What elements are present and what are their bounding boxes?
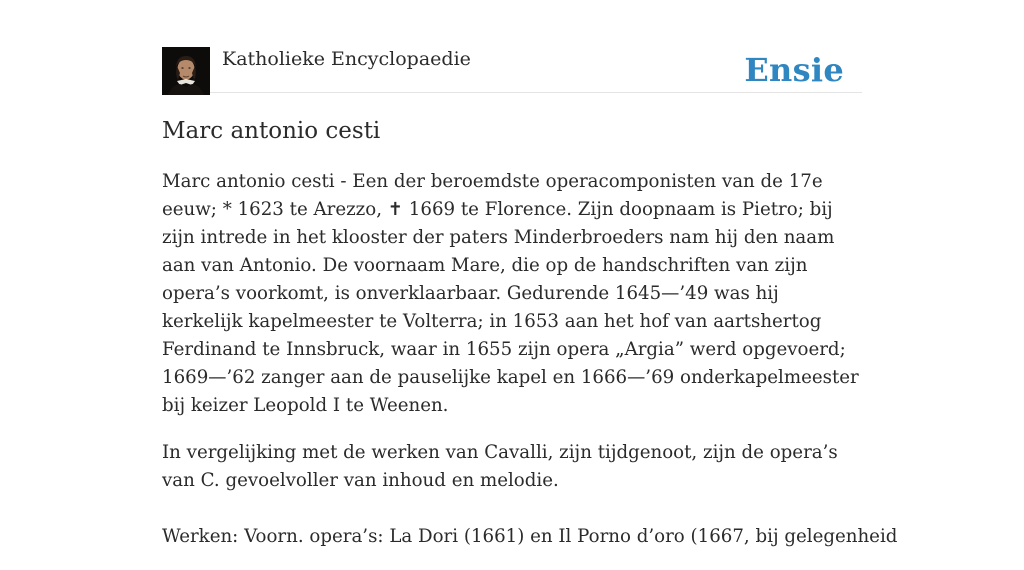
article-paragraph-works: Werken: Voorn. opera’s: La Dori (1661) en Il Porno d’oro (1667, bij gelegenheid (162, 526, 898, 547)
article-paragraph: In vergelijking met de werken van Cavalli, zijn tijdgenoot, zijn de opera’s van C. gevoelvoller van inhoud en melodie. (162, 442, 838, 491)
portrait-avatar-icon[interactable] (162, 47, 210, 95)
brand-logo[interactable]: Ensie (744, 51, 844, 89)
portrait-image (162, 47, 210, 95)
source-name[interactable]: Katholieke Encyclopaedie (222, 48, 471, 70)
header (162, 44, 862, 93)
article-body (162, 168, 898, 570)
page-title: Marc antonio cesti (162, 118, 381, 144)
article-paragraph: Marc antonio cesti - Een der beroemdste operacomponisten van de 17e eeuw; * 1623 te Arezzo, ✝ 1669 te Florence. Zijn doopnaam is Pietro; bij zijn intrede in het klooster der paters Minderbroeders nam hij den naam aan van Antonio. De voornaam Mare, die op de handschriften van zijn opera’s voorkomt, is onverklaarbaar. Gedurende 1645—’49 was hij kerkelijk kapelmeester te Volterra; in 1653 aan het hof van aartshertog Ferdinand te Innsbruck, waar in 1655 zijn opera „Argia” werd opgevoerd; 1669—’62 zanger aan de pauselijke kapel en 1666—’69 onderkapelmeester bij keizer Leopold I te Weenen. (162, 171, 859, 416)
